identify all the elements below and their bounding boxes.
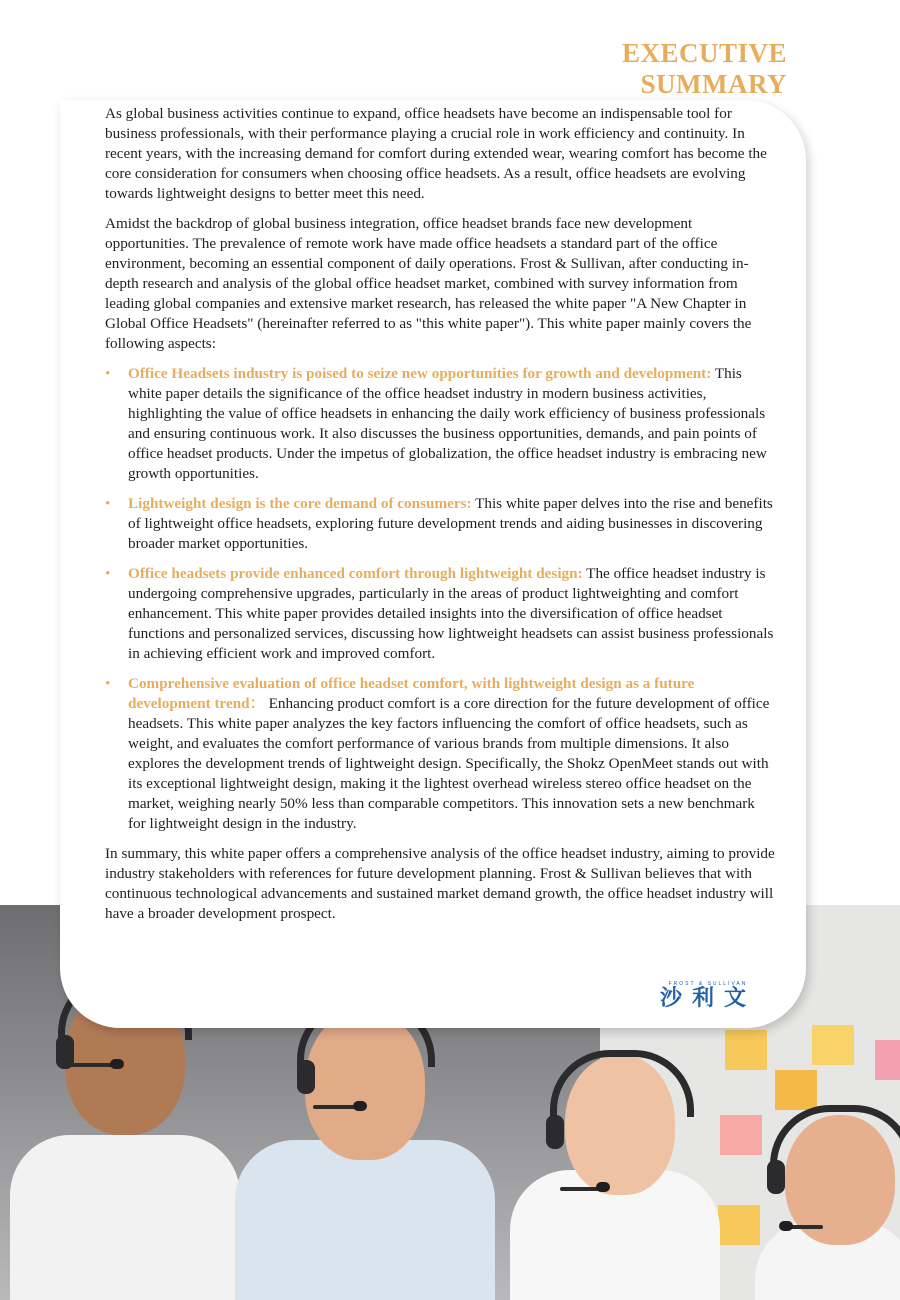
sticky-note (775, 1070, 817, 1110)
aspects-list (105, 364, 775, 834)
list-item (105, 494, 775, 554)
list-item (105, 674, 775, 834)
logo-chinese-text: 沙利文 (659, 986, 756, 1011)
sticky-note (725, 1030, 767, 1070)
frost-sullivan-logo (658, 981, 758, 1011)
person-3 (510, 1055, 720, 1300)
list-item (105, 564, 775, 664)
bullet-text: This white paper delves into the rise and benefits of lightweight office headsets, exploring future development trends and aiding businesses in discovering broader market opportunities. (128, 495, 773, 552)
bullet-heading: Comprehensive evaluation of office headset comfort, with lightweight design as a future development trend： (128, 675, 695, 712)
sticky-note (812, 1025, 854, 1065)
bullet-text: Enhancing product comfort is a core direction for the future development of office headsets. This white paper analyzes the key factors influencing the comfort of office headsets, such as weight, and evaluates the comfort performance of various brands from multiple dimensions. It also explores the development trends of lightweight design. Specifically, the Shokz OpenMeet stands out with its exceptional lightweight design, making it the lightest overhead wireless stereo office headset on the market, weighing nearly 50% less than comparable competitors. This innovation sets a new benchmark for lightweight design in the industry. (128, 695, 770, 832)
person-2 (235, 1005, 495, 1300)
bullet-icon: • (105, 675, 111, 692)
title-line-2: SUMMARY (640, 69, 787, 99)
summary-paragraph: In summary, this white paper offers a comprehensive analysis of the office headset industry, aiming to provide industry stakeholders with references for future development planning. Frost & Sullivan believes that with continuous technological advancements and sustained market demand growth, the office headset industry will have a broader development prospect. (105, 845, 775, 922)
list-item (105, 364, 775, 484)
bullet-heading: Office Headsets industry is poised to seize new opportunities for growth and development: (128, 365, 712, 382)
intro-paragraph-1: As global business activities continue to expand, office headsets have become an indispensable tool for business professionals, with their performance playing a crucial role in work efficiency and continuity. In recent years, with the increasing demand for comfort during extended wear, wearing comfort has become the core consideration for consumers when choosing office headsets. As a result, office headsets are evolving towards lightweight designs to better meet this need. (105, 105, 767, 202)
main-content (105, 104, 775, 934)
bullet-text: The office headset industry is undergoing comprehensive upgrades, particularly in the areas of product lightweighting and comfort enhancement. This white paper provides detailed insights into the diversification of office headset functions and personalized services, discussing how lightweight headsets can assist business professionals in achieving efficient work and improved comfort. (128, 565, 774, 662)
sticky-note (718, 1205, 760, 1245)
page-title (487, 38, 787, 100)
bullet-icon: • (105, 565, 111, 582)
bullet-text: This white paper details the significance of the office headset industry in modern business activities, highlighting the value of office headsets in enhancing the daily work efficiency of business professionals and ensuring continuous work. It also discusses the business opportunities, demands, and pain points of office headset products. Under the impetus of globalization, the office headset industry is embracing new growth opportunities. (128, 365, 767, 482)
bullet-icon: • (105, 365, 111, 382)
intro-paragraph-2: Amidst the backdrop of global business integration, office headset brands face new development opportunities. The prevalence of remote work have made office headsets a standard part of the office environment, becoming an essential component of daily operations. Frost & Sullivan, after conducting in-depth research and analysis of the global office headset market, combined with survey information from leading global companies and extensive market research, has released the white paper "A New Chapter in Global Office Headsets" (hereinafter referred to as "this white paper"). This white paper mainly covers the following aspects: (105, 215, 752, 352)
bullet-heading: Office headsets provide enhanced comfort through lightweight design: (128, 565, 583, 582)
bullet-heading: Lightweight design is the core demand of consumers: (128, 495, 472, 512)
person-4 (755, 1105, 900, 1300)
bullet-icon: • (105, 495, 111, 512)
logo-tagline: FROST & SULLIVAN (668, 981, 748, 987)
title-line-1: EXECUTIVE (621, 38, 787, 68)
sticky-note (875, 1040, 900, 1080)
